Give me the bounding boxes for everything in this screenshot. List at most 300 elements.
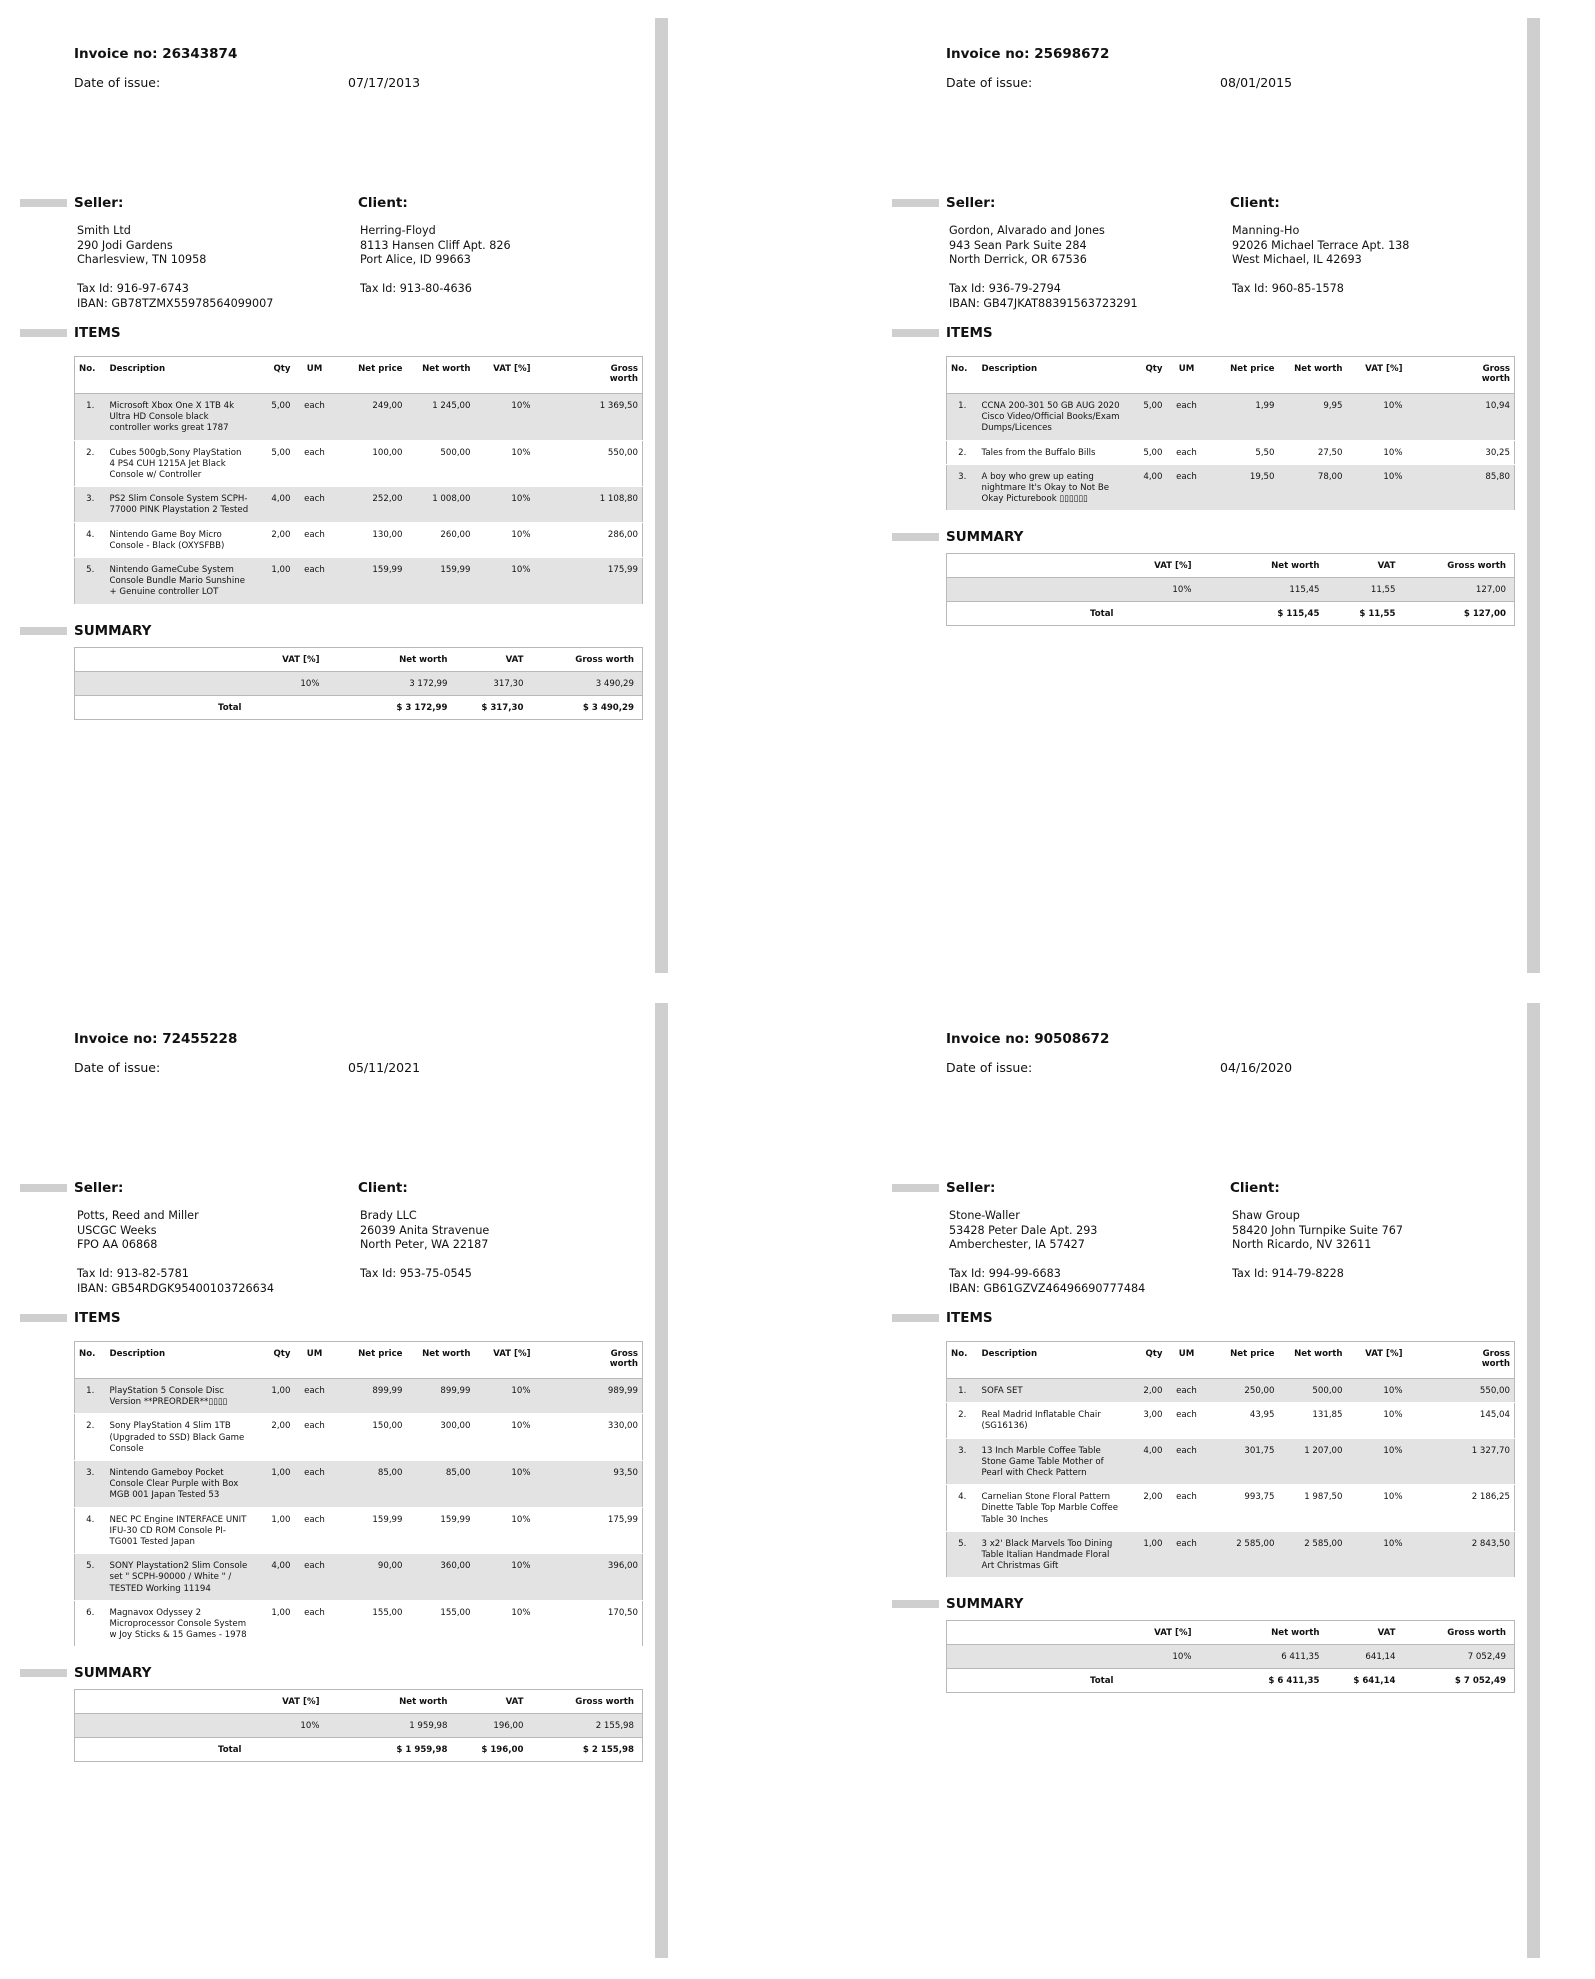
items-header-row	[947, 1342, 1515, 1379]
item-qty: 2,00	[1126, 1485, 1167, 1532]
page-edge-bar	[1527, 1003, 1540, 1958]
table-row	[947, 1438, 1515, 1485]
client-heading: Client:	[358, 195, 408, 211]
item-no: 1.	[947, 394, 978, 441]
col-gross-worth-header: Gross worth	[1407, 357, 1515, 394]
item-qty: 1,00	[254, 1507, 295, 1554]
client-heading: Client:	[1230, 1180, 1280, 1196]
seller-iban: IBAN: GB54RDGK95400103726634	[77, 1281, 274, 1295]
date-of-issue-label: Date of issue:	[74, 75, 161, 90]
item-gross-worth: 145,04	[1407, 1403, 1515, 1438]
col-um-header: UM	[1167, 1342, 1207, 1379]
item-gross-worth: 2 186,25	[1407, 1485, 1515, 1532]
item-um: each	[1167, 464, 1207, 511]
summary-total-vat: $ 317,30	[481, 703, 524, 713]
col-um-header: UM	[295, 357, 335, 394]
item-description: PS2 Slim Console System SCPH-77000 PINK Playstation 2 Tested	[106, 487, 254, 522]
item-description: Tales from the Buffalo Bills	[978, 440, 1126, 464]
invoice-number: 90508672	[1034, 1031, 1110, 1047]
summary-heading: SUMMARY	[946, 1596, 1024, 1612]
seller-name: Smith Ltd	[77, 224, 131, 237]
summary-vat-pct-header: VAT [%]	[1122, 554, 1200, 578]
item-description: Real Madrid Inflatable Chair (SG16136)	[978, 1403, 1126, 1438]
summary-net-worth-header: Net worth	[1200, 554, 1328, 578]
col-no-header: No.	[75, 1342, 106, 1379]
col-net-price-header: Net price	[1207, 357, 1279, 394]
item-vat: 10%	[475, 522, 535, 557]
seller-section-marker	[892, 1184, 939, 1192]
seller-section-marker	[892, 199, 939, 207]
summary-gross-worth-header: Gross worth	[532, 1690, 643, 1714]
summary-vat-row	[947, 1645, 1515, 1669]
summary-total-net: $ 3 172,99	[396, 703, 448, 713]
summary-total-gross: $ 7 052,49	[1454, 1676, 1506, 1686]
invoice-page-3	[0, 985, 797, 1974]
item-net-price: 249,00	[335, 394, 407, 441]
summary-total-label: Total	[218, 703, 242, 713]
col-net-price-header: Net price	[1207, 1342, 1279, 1379]
item-gross-worth: 170,50	[535, 1600, 643, 1647]
col-net-worth-header: Net worth	[407, 1342, 475, 1379]
col-no-header: No.	[75, 357, 106, 394]
items-header-row	[75, 357, 643, 394]
date-of-issue-label: Date of issue:	[946, 1060, 1033, 1075]
summary-vat: 317,30	[456, 672, 532, 696]
item-net-price: 159,99	[335, 1507, 407, 1554]
item-gross-worth: 1 108,80	[535, 487, 643, 522]
item-net-price: 250,00	[1207, 1379, 1279, 1403]
item-net-price: 130,00	[335, 522, 407, 557]
item-vat: 10%	[1347, 1485, 1407, 1532]
item-um: each	[295, 1554, 335, 1601]
item-net-price: 43,95	[1207, 1403, 1279, 1438]
item-no: 3.	[75, 487, 106, 522]
summary-heading: SUMMARY	[74, 1665, 152, 1681]
item-net-worth: 155,00	[407, 1600, 475, 1647]
item-net-price: 5,50	[1207, 440, 1279, 464]
item-no: 2.	[75, 1414, 106, 1461]
item-net-worth: 159,99	[407, 1507, 475, 1554]
item-description: Microsoft Xbox One X 1TB 4k Ultra HD Console black controller works great 1787	[106, 394, 254, 441]
client-details	[1232, 1209, 1403, 1282]
seller-heading: Seller:	[946, 1180, 996, 1196]
item-net-price: 155,00	[335, 1600, 407, 1647]
item-vat: 10%	[475, 1600, 535, 1647]
seller-iban: IBAN: GB61GZVZ46496690777484	[949, 1281, 1146, 1295]
items-section-marker	[20, 1314, 67, 1322]
items-heading: ITEMS	[946, 325, 993, 341]
items-body	[75, 1379, 643, 1647]
summary-header-row	[947, 554, 1515, 578]
page-edge-bar	[655, 1003, 668, 1958]
items-body	[947, 1379, 1515, 1578]
col-vat-header: VAT [%]	[1347, 357, 1407, 394]
table-row	[947, 440, 1515, 464]
item-qty: 4,00	[254, 1554, 295, 1601]
item-no: 4.	[75, 1507, 106, 1554]
client-name: Manning-Ho	[1232, 224, 1300, 237]
item-vat: 10%	[1347, 464, 1407, 511]
item-um: each	[295, 522, 335, 557]
seller-tax-id: Tax Id: 936-79-2794	[949, 282, 1061, 295]
item-vat: 10%	[475, 1379, 535, 1414]
item-um: each	[1167, 440, 1207, 464]
summary-total-row	[947, 602, 1515, 626]
col-qty-header: Qty	[254, 357, 295, 394]
item-gross-worth: 989,99	[535, 1379, 643, 1414]
summary-vat-pct: 10%	[1122, 1645, 1200, 1669]
summary-total-gross: $ 127,00	[1463, 609, 1506, 619]
invoice-number: 72455228	[162, 1031, 238, 1047]
item-net-price: 150,00	[335, 1414, 407, 1461]
seller-iban: IBAN: GB78TZMX55978564099007	[77, 296, 274, 310]
summary-header-row	[75, 1690, 643, 1714]
item-description: Nintendo Game Boy Micro Console - Black (OXYSFBB)	[106, 522, 254, 557]
item-net-worth: 27,50	[1279, 440, 1347, 464]
seller-tax-id: Tax Id: 913-82-5781	[77, 1267, 189, 1280]
item-um: each	[295, 487, 335, 522]
summary-total-vat: $ 11,55	[1359, 609, 1396, 619]
summary-vat-header: VAT	[456, 1690, 532, 1714]
item-vat: 10%	[1347, 1379, 1407, 1403]
invoice-number-label: Invoice no:	[946, 1031, 1030, 1047]
client-address-line1: 58420 John Turnpike Suite 767	[1232, 1223, 1403, 1237]
item-gross-worth: 93,50	[535, 1461, 643, 1508]
items-section-marker	[892, 1314, 939, 1322]
seller-address-line1: USCGC Weeks	[77, 1223, 157, 1237]
summary-vat-pct: 10%	[250, 672, 328, 696]
item-vat: 10%	[475, 1507, 535, 1554]
item-gross-worth: 85,80	[1407, 464, 1515, 511]
summary-total-gross: $ 3 490,29	[582, 703, 634, 713]
item-qty: 5,00	[254, 440, 295, 487]
col-description-header: Description	[978, 1342, 1126, 1379]
item-net-price: 19,50	[1207, 464, 1279, 511]
col-qty-header: Qty	[1126, 1342, 1167, 1379]
item-description: 13 Inch Marble Coffee Table Stone Game Table Mother of Pearl with Check Pattern	[978, 1438, 1126, 1485]
summary-total-row	[75, 696, 643, 720]
item-description: SOFA SET	[978, 1379, 1126, 1403]
summary-total-net: $ 115,45	[1277, 609, 1320, 619]
table-row	[947, 1485, 1515, 1532]
item-gross-worth: 1 327,70	[1407, 1438, 1515, 1485]
items-header-row	[947, 357, 1515, 394]
item-no: 4.	[947, 1485, 978, 1532]
client-address-line2: North Ricardo, NV 32611	[1232, 1238, 1372, 1251]
table-row	[75, 394, 643, 441]
item-no: 6.	[75, 1600, 106, 1647]
client-address-line1: 8113 Hansen Cliff Apt. 826	[360, 238, 511, 252]
item-um: each	[1167, 1485, 1207, 1532]
items-body	[75, 394, 643, 605]
invoice-number-heading	[946, 46, 1109, 62]
page-edge-bar	[655, 18, 668, 973]
item-description: SONY Playstation2 Slim Console set " SCPH-90000 / White " / TESTED Working 11194	[106, 1554, 254, 1601]
invoice-number: 25698672	[1034, 46, 1110, 62]
item-qty: 4,00	[1126, 1438, 1167, 1485]
summary-vat-header: VAT	[1328, 1621, 1404, 1645]
item-qty: 5,00	[254, 394, 295, 441]
summary-vat-row	[947, 578, 1515, 602]
item-net-worth: 85,00	[407, 1461, 475, 1508]
client-name: Shaw Group	[1232, 1209, 1300, 1222]
item-no: 4.	[75, 522, 106, 557]
item-qty: 4,00	[254, 487, 295, 522]
item-gross-worth: 175,99	[535, 1507, 643, 1554]
item-net-worth: 360,00	[407, 1554, 475, 1601]
item-gross-worth: 10,94	[1407, 394, 1515, 441]
date-of-issue-value: 07/17/2013	[348, 75, 421, 90]
summary-vat: 641,14	[1328, 1645, 1404, 1669]
summary-heading: SUMMARY	[946, 529, 1024, 545]
item-net-worth: 2 585,00	[1279, 1531, 1347, 1578]
item-net-price: 85,00	[335, 1461, 407, 1508]
item-gross-worth: 30,25	[1407, 440, 1515, 464]
item-description: Cubes 500gb,Sony PlayStation 4 PS4 CUH 1215A Jet Black Console w/ Controller	[106, 440, 254, 487]
item-description: Magnavox Odyssey 2 Microprocessor Console System w Joy Sticks & 15 Games - 1978	[106, 1600, 254, 1647]
invoice-number-heading	[74, 46, 237, 62]
item-net-worth: 500,00	[1279, 1379, 1347, 1403]
summary-gross-worth: 7 052,49	[1404, 1645, 1515, 1669]
summary-section-marker	[892, 533, 939, 541]
item-net-worth: 131,85	[1279, 1403, 1347, 1438]
summary-section-marker	[20, 627, 67, 635]
item-description: Sony PlayStation 4 Slim 1TB (Upgraded to SSD) Black Game Console	[106, 1414, 254, 1461]
summary-vat-pct-header: VAT [%]	[250, 1690, 328, 1714]
summary-gross-worth: 3 490,29	[532, 672, 643, 696]
item-no: 2.	[947, 440, 978, 464]
summary-gross-worth-header: Gross worth	[532, 648, 643, 672]
table-row	[75, 1379, 643, 1414]
items-body	[947, 394, 1515, 511]
col-description-header: Description	[106, 357, 254, 394]
item-um: each	[295, 394, 335, 441]
item-qty: 4,00	[1126, 464, 1167, 511]
summary-heading: SUMMARY	[74, 623, 152, 639]
invoice-page-2	[872, 0, 1595, 989]
col-net-worth-header: Net worth	[1279, 357, 1347, 394]
seller-name: Potts, Reed and Miller	[77, 1209, 199, 1222]
items-section-marker	[892, 329, 939, 337]
item-um: each	[295, 1461, 335, 1508]
item-net-worth: 899,99	[407, 1379, 475, 1414]
client-address-line1: 92026 Michael Terrace Apt. 138	[1232, 238, 1410, 252]
table-row	[947, 464, 1515, 511]
col-vat-header: VAT [%]	[475, 1342, 535, 1379]
summary-vat-header: VAT	[456, 648, 532, 672]
seller-heading: Seller:	[946, 195, 996, 211]
client-tax-id: Tax Id: 960-85-1578	[1232, 282, 1344, 295]
item-um: each	[295, 1414, 335, 1461]
summary-section-marker	[20, 1669, 67, 1677]
date-of-issue-label: Date of issue:	[74, 1060, 161, 1075]
items-heading: ITEMS	[74, 325, 121, 341]
item-gross-worth: 286,00	[535, 522, 643, 557]
item-vat: 10%	[475, 487, 535, 522]
invoice-number-label: Invoice no:	[74, 46, 158, 62]
seller-name: Stone-Waller	[949, 1209, 1020, 1222]
col-um-header: UM	[295, 1342, 335, 1379]
client-name: Brady LLC	[360, 1209, 417, 1222]
summary-total-net: $ 1 959,98	[396, 1745, 448, 1755]
item-qty: 5,00	[1126, 394, 1167, 441]
summary-header-row	[947, 1621, 1515, 1645]
item-description: Nintendo Gameboy Pocket Console Clear Purple with Box MGB 001 Japan Tested 53	[106, 1461, 254, 1508]
summary-total-gross: $ 2 155,98	[582, 1745, 634, 1755]
client-address-line1: 26039 Anita Stravenue	[360, 1223, 490, 1237]
item-um: each	[295, 558, 335, 605]
invoice-page-1	[0, 0, 797, 989]
item-qty: 1,00	[1126, 1531, 1167, 1578]
item-no: 1.	[947, 1379, 978, 1403]
summary-gross-worth-header: Gross worth	[1404, 554, 1515, 578]
item-qty: 5,00	[1126, 440, 1167, 464]
items-table	[946, 356, 1515, 511]
table-row	[947, 394, 1515, 441]
item-no: 3.	[75, 1461, 106, 1508]
invoice-number-label: Invoice no:	[946, 46, 1030, 62]
item-net-worth: 1 987,50	[1279, 1485, 1347, 1532]
item-qty: 1,00	[254, 1600, 295, 1647]
client-address-line2: North Peter, WA 22187	[360, 1238, 489, 1251]
item-net-worth: 9,95	[1279, 394, 1347, 441]
item-no: 5.	[947, 1531, 978, 1578]
invoice-number-label: Invoice no:	[74, 1031, 158, 1047]
date-of-issue-value: 04/16/2020	[1220, 1060, 1293, 1075]
item-net-worth: 1 207,00	[1279, 1438, 1347, 1485]
seller-address-line2: Amberchester, IA 57427	[949, 1238, 1085, 1251]
summary-total-row	[75, 1738, 643, 1762]
date-of-issue-value: 08/01/2015	[1220, 75, 1293, 90]
item-vat: 10%	[1347, 1438, 1407, 1485]
items-heading: ITEMS	[946, 1310, 993, 1326]
item-no: 2.	[947, 1403, 978, 1438]
item-description: 3 x2' Black Marvels Too Dining Table Italian Handmade Floral Art Christmas Gift	[978, 1531, 1126, 1578]
table-row	[75, 1507, 643, 1554]
item-gross-worth: 330,00	[535, 1414, 643, 1461]
client-details	[1232, 224, 1409, 297]
col-description-header: Description	[978, 357, 1126, 394]
item-gross-worth: 396,00	[535, 1554, 643, 1601]
summary-total-row	[947, 1669, 1515, 1693]
item-qty: 2,00	[254, 1414, 295, 1461]
seller-address-line1: 290 Jodi Gardens	[77, 238, 173, 252]
summary-table	[946, 553, 1515, 626]
seller-address-line2: FPO AA 06868	[77, 1238, 158, 1251]
summary-vat: 11,55	[1328, 578, 1404, 602]
summary-vat-pct: 10%	[1122, 578, 1200, 602]
seller-details	[949, 224, 1138, 311]
item-description: PlayStation 5 Console Disc Version **PREORDER**▯▯▯▯	[106, 1379, 254, 1414]
item-um: each	[1167, 1531, 1207, 1578]
seller-address-line1: 53428 Peter Dale Apt. 293	[949, 1223, 1098, 1237]
seller-section-marker	[20, 199, 67, 207]
item-vat: 10%	[1347, 440, 1407, 464]
summary-total-vat: $ 196,00	[481, 1745, 524, 1755]
item-um: each	[295, 1379, 335, 1414]
seller-address-line2: Charlesview, TN 10958	[77, 253, 207, 266]
item-gross-worth: 175,99	[535, 558, 643, 605]
table-row	[947, 1379, 1515, 1403]
items-table	[74, 1341, 643, 1647]
table-row	[75, 1600, 643, 1647]
item-vat: 10%	[1347, 1403, 1407, 1438]
summary-net-worth: 6 411,35	[1200, 1645, 1328, 1669]
item-gross-worth: 2 843,50	[1407, 1531, 1515, 1578]
item-net-price: 993,75	[1207, 1485, 1279, 1532]
item-net-worth: 1 245,00	[407, 394, 475, 441]
col-qty-header: Qty	[254, 1342, 295, 1379]
item-um: each	[1167, 394, 1207, 441]
item-no: 5.	[75, 558, 106, 605]
client-tax-id: Tax Id: 953-75-0545	[360, 1267, 472, 1280]
col-no-header: No.	[947, 1342, 978, 1379]
table-row	[75, 558, 643, 605]
summary-header-row	[75, 648, 643, 672]
table-row	[75, 1414, 643, 1461]
table-row	[75, 487, 643, 522]
item-um: each	[295, 1600, 335, 1647]
summary-gross-worth: 2 155,98	[532, 1714, 643, 1738]
item-qty: 1,00	[254, 1379, 295, 1414]
item-um: each	[295, 1507, 335, 1554]
item-gross-worth: 550,00	[1407, 1379, 1515, 1403]
item-net-price: 159,99	[335, 558, 407, 605]
items-header-row	[75, 1342, 643, 1379]
summary-total-label: Total	[1090, 1676, 1114, 1686]
items-table	[946, 1341, 1515, 1578]
item-qty: 1,00	[254, 558, 295, 605]
item-vat: 10%	[475, 558, 535, 605]
seller-address-line1: 943 Sean Park Suite 284	[949, 238, 1087, 252]
seller-address-line2: North Derrick, OR 67536	[949, 253, 1087, 266]
table-row	[75, 1554, 643, 1601]
seller-tax-id: Tax Id: 916-97-6743	[77, 282, 189, 295]
seller-name: Gordon, Alvarado and Jones	[949, 224, 1105, 237]
summary-net-worth: 1 959,98	[328, 1714, 456, 1738]
item-description: Carnelian Stone Floral Pattern Dinette Table Top Marble Coffee Table 30 Inches	[978, 1485, 1126, 1532]
item-um: each	[295, 440, 335, 487]
summary-vat: 196,00	[456, 1714, 532, 1738]
table-row	[75, 522, 643, 557]
item-net-worth: 300,00	[407, 1414, 475, 1461]
item-net-price: 100,00	[335, 440, 407, 487]
client-address-line2: West Michael, IL 42693	[1232, 253, 1362, 266]
item-vat: 10%	[475, 394, 535, 441]
summary-vat-pct-header: VAT [%]	[1122, 1621, 1200, 1645]
item-qty: 2,00	[254, 522, 295, 557]
client-heading: Client:	[358, 1180, 408, 1196]
item-vat: 10%	[475, 440, 535, 487]
item-net-worth: 159,99	[407, 558, 475, 605]
item-um: each	[1167, 1438, 1207, 1485]
item-net-price: 1,99	[1207, 394, 1279, 441]
table-row	[75, 440, 643, 487]
table-row	[947, 1531, 1515, 1578]
item-um: each	[1167, 1403, 1207, 1438]
item-description: CCNA 200-301 50 GB AUG 2020 Cisco Video/Official Books/Exam Dumps/Licences	[978, 394, 1126, 441]
col-gross-worth-header: Gross worth	[535, 357, 643, 394]
item-no: 5.	[75, 1554, 106, 1601]
client-address-line2: Port Alice, ID 99663	[360, 253, 471, 266]
col-vat-header: VAT [%]	[475, 357, 535, 394]
col-gross-worth-header: Gross worth	[535, 1342, 643, 1379]
item-net-price: 301,75	[1207, 1438, 1279, 1485]
summary-vat-header: VAT	[1328, 554, 1404, 578]
page-edge-bar	[1527, 18, 1540, 973]
summary-total-net: $ 6 411,35	[1268, 1676, 1320, 1686]
item-qty: 2,00	[1126, 1379, 1167, 1403]
